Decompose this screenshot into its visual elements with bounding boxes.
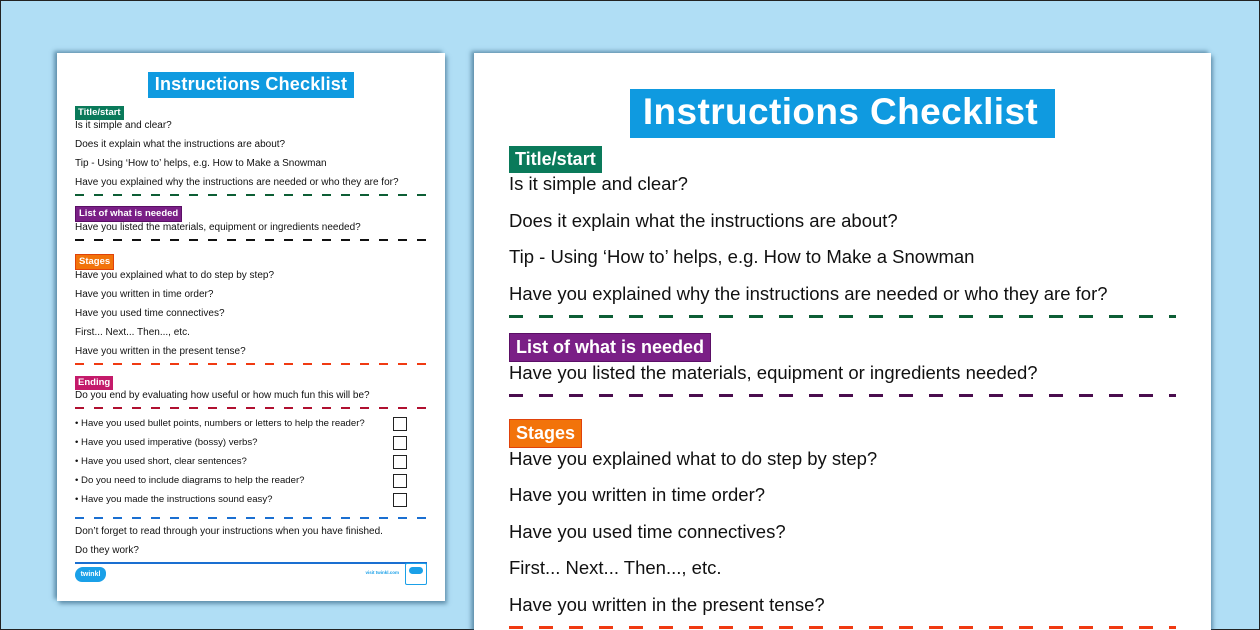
checklist-content — [75, 102, 427, 557]
section-label-list-needed: List of what is needed — [509, 333, 711, 362]
checklist-line: Have you explained why the instructions are needed or who they are for? — [509, 282, 1108, 304]
checkbox[interactable] — [393, 493, 407, 507]
closing-line: Do they work? — [75, 545, 139, 556]
checklist-line: Have you written in the present tense? — [509, 593, 825, 615]
checklist-line: Have you listed the materials, equipment or ingredients needed? — [75, 222, 361, 233]
closing-line: Don’t forget to read through your instructions when you have finished. — [75, 526, 383, 537]
checklist-line: Have you written in time order? — [509, 484, 766, 505]
checklist-line: First... Next... Then..., etc. — [509, 557, 722, 578]
section-divider — [75, 517, 427, 519]
footer-url: visit twinkl.com — [365, 570, 399, 575]
checklist-item-text: • Have you used imperative (bossy) verbs? — [75, 437, 258, 448]
checklist-item — [75, 471, 427, 490]
checklist-item — [75, 433, 427, 452]
checklist-line: Tip - Using ‘How to’ helps, e.g. How to Make a Snowman — [75, 158, 327, 169]
checklist-line: Does it explain what the instructions are about? — [509, 209, 898, 231]
checkbox[interactable] — [393, 455, 407, 469]
checklist-line: Tip - Using ‘How to’ helps, e.g. How to Make a Snowman — [509, 246, 975, 267]
page-title: Instructions Checklist — [148, 72, 354, 98]
section-divider — [509, 394, 1176, 397]
footer-divider — [75, 562, 427, 564]
checkbox[interactable] — [393, 474, 407, 488]
section-label-stages: Stages — [75, 254, 114, 270]
section-divider — [509, 315, 1176, 318]
section-divider — [509, 626, 1176, 629]
checkbox[interactable] — [393, 436, 407, 450]
section-label-title-start: Title/start — [509, 146, 602, 173]
quality-badge-icon — [405, 563, 427, 585]
thumbnail-page[interactable] — [57, 53, 445, 601]
section-label-title-start: Title/start — [75, 106, 124, 120]
checklist-item-text: • Have you made the instructions sound easy? — [75, 494, 273, 505]
checklist-line: Do you end by evaluating how useful or how much fun this will be? — [75, 390, 370, 401]
checklist-line: Is it simple and clear? — [75, 120, 172, 131]
checklist-line: Have you used time connectives? — [509, 520, 786, 542]
checklist-item — [75, 452, 427, 471]
checklist-item-text: • Have you used short, clear sentences? — [75, 456, 247, 467]
page-title: Instructions Checklist — [630, 89, 1055, 138]
section-divider — [75, 194, 427, 196]
section-divider — [75, 363, 427, 365]
checklist-item — [75, 414, 427, 433]
checklist-item — [75, 490, 427, 509]
checklist-item-text: • Do you need to include diagrams to help the reader? — [75, 475, 305, 486]
section-label-stages: Stages — [509, 419, 582, 448]
checklist-line: Have you explained what to do step by step? — [509, 447, 878, 469]
checkbox[interactable] — [393, 417, 407, 431]
checklist-line: Have you written in the present tense? — [75, 346, 246, 357]
checklist-line: Does it explain what the instructions are about? — [75, 139, 286, 150]
checklist-content — [509, 146, 1176, 630]
checklist-line: Have you listed the materials, equipment or ingredients needed? — [509, 361, 1038, 383]
checklist-line: Have you explained why the instructions are needed or who they are for? — [75, 177, 399, 188]
twinkl-logo-icon: twinkl — [75, 567, 106, 582]
section-divider — [75, 407, 427, 409]
checklist-line: Is it simple and clear? — [509, 173, 688, 194]
zoomed-page — [474, 53, 1211, 630]
checklist-line: Have you used time connectives? — [75, 308, 225, 319]
checklist-line: Have you written in time order? — [75, 289, 214, 300]
checklist-item-text: • Have you used bullet points, numbers or letters to help the reader? — [75, 418, 365, 429]
section-label-list-needed: List of what is needed — [75, 206, 182, 222]
checklist-line: Have you explained what to do step by step? — [75, 270, 275, 281]
checklist-line: First... Next... Then..., etc. — [75, 327, 190, 338]
section-label-ending: Ending — [75, 376, 113, 390]
section-divider — [75, 239, 427, 241]
